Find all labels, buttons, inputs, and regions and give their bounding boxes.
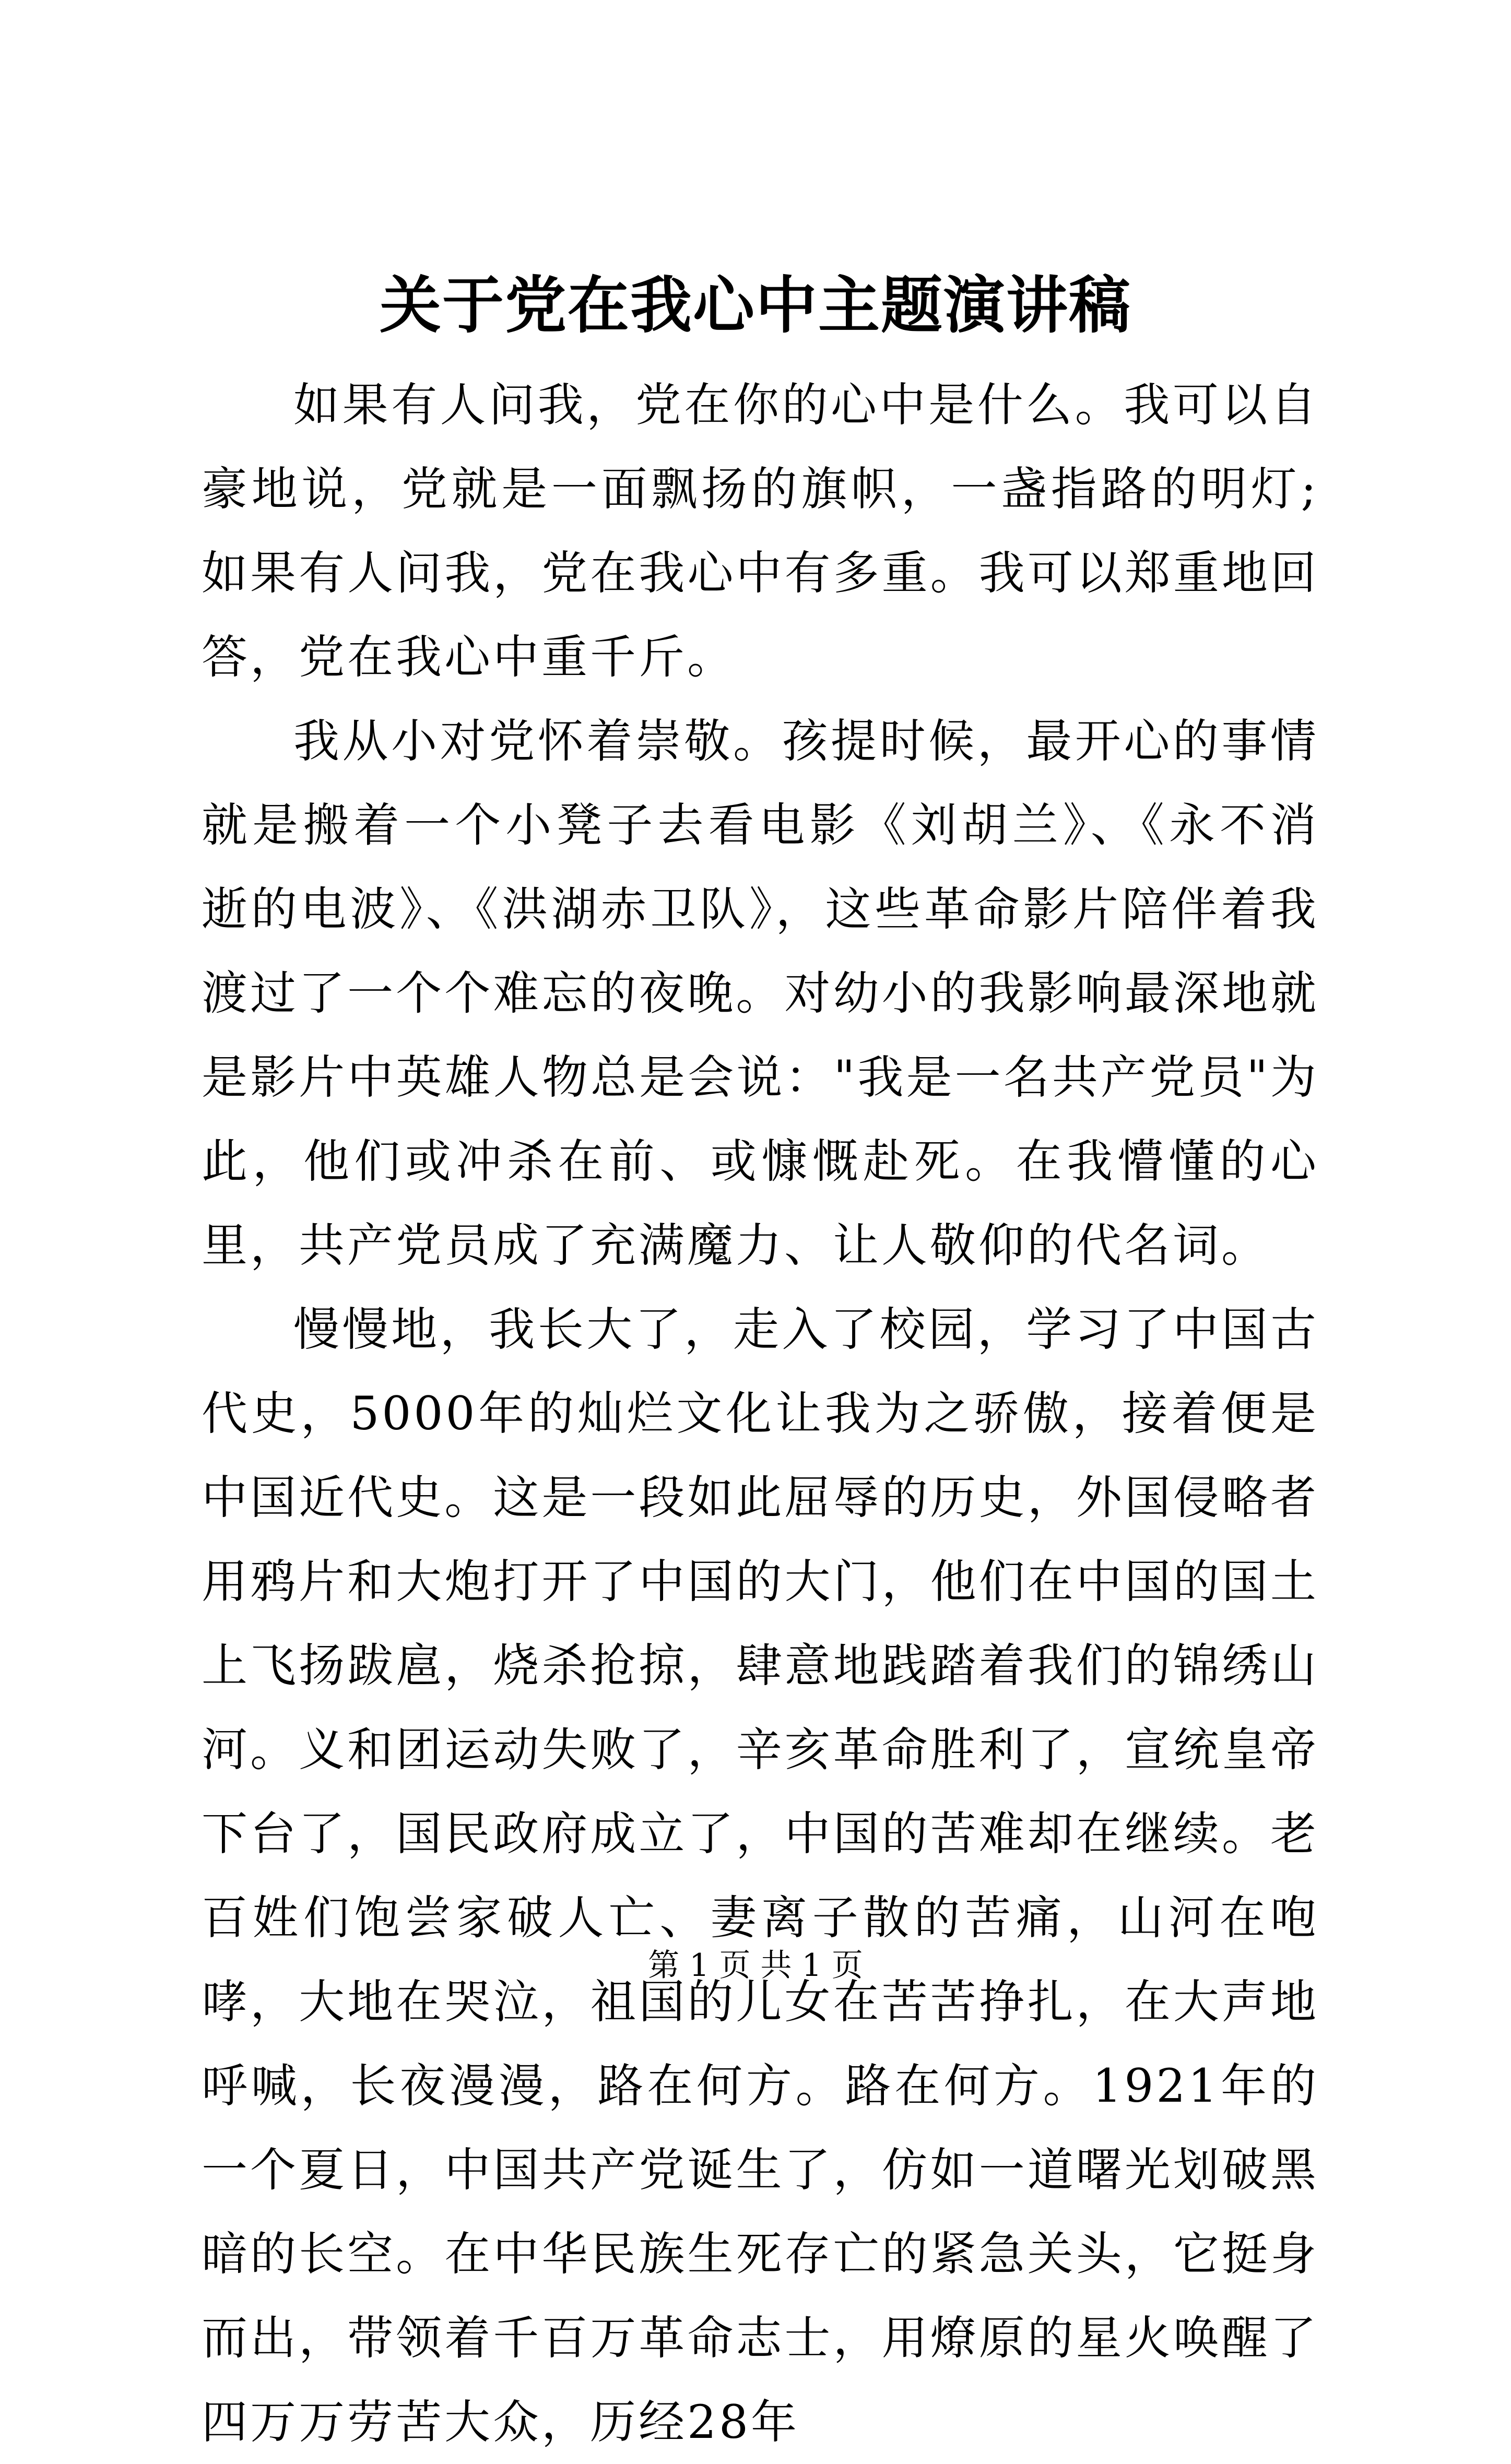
paragraph-2: 我从小对党怀着崇敬。孩提时候，最开心的事情就是搬着一个小凳子去看电影《刘胡兰》、《永不消逝的电波》、《洪湖赤卫队》，这些革命影片陪伴着我渡过了一个个难忘的夜晚。对幼小的我影响最深地就是影片中英雄人物总是会说："我是一名共产党员"为此，他们或冲杀在前、或慷慨赴死。在我懵懂的心里，共产党员成了充满魔力、让人敬仰的代名词。 (202, 714, 1319, 1272)
document-body (202, 363, 1319, 2464)
document-title: 关于党在我心中主题演讲稿 (379, 269, 1131, 341)
page-number-footer: 第 1 页 共 1 页 (648, 1947, 863, 1984)
paragraph-3: 慢慢地，我长大了，走入了校园，学习了中国古代史，5000年的灿烂文化让我为之骄傲，接着便是中国近代史。这是一段如此屈辱的历史，外国侵略者用鸦片和大炮打开了中国的大门，他们在中国的国土上飞扬跋扈，烧杀抢掠，肆意地践踏着我们的锦绣山河。义和团运动失败了，辛亥革命胜利了，宣统皇帝下台了，国民政府成立了，中国的苦难却在继续。老百姓们饱尝家破人亡、妻离子散的苦痛，山河在咆哮，大地在哭泣，祖国的儿女在苦苦挣扎，在大声地呼喊，长夜漫漫，路在何方。路在何方。1921年的一个夏日，中国共产党诞生了，仿如一道曙光划破黑暗的长空。在中华民族生死存亡的紧急关头，它挺身而出，带领着千百万革命志士，用燎原的星火唤醒了四万万劳苦大众，历经28年 (202, 1302, 1319, 2449)
paragraph-1: 如果有人问我，党在你的心中是什么。我可以自豪地说，党就是一面飘扬的旗帜，一盏指路的明灯;如果有人问我，党在我心中有多重。我可以郑重地回答，党在我心中重千斤。 (202, 378, 1319, 684)
